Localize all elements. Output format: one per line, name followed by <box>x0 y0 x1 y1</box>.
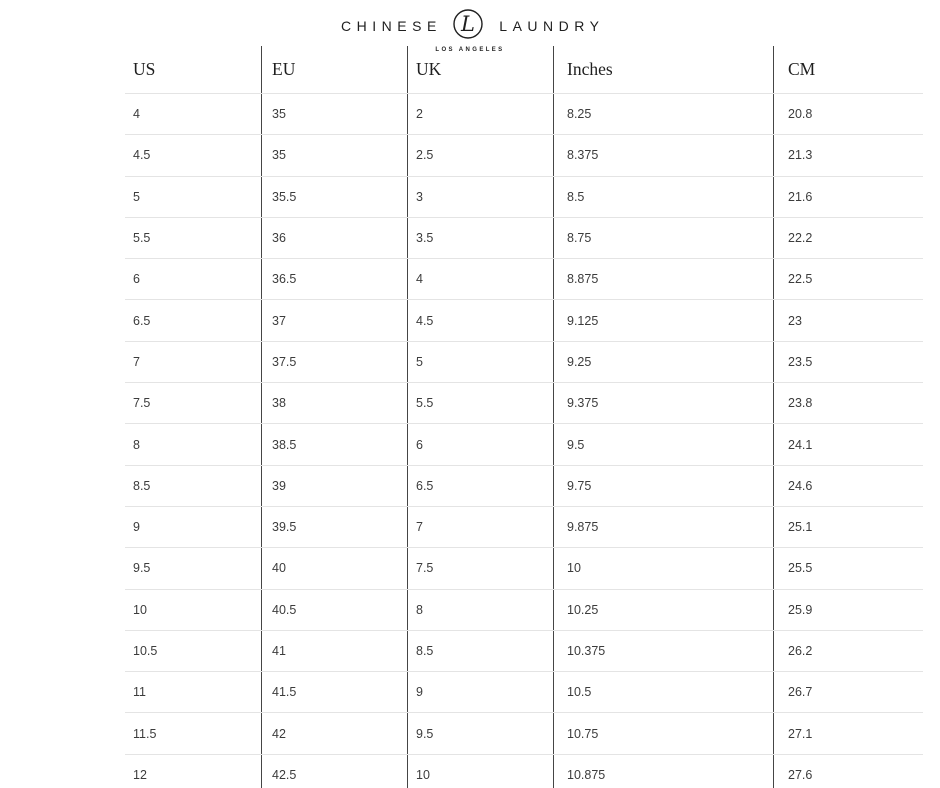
size-chart <box>125 46 866 788</box>
size-cell: 39.5 <box>262 506 408 547</box>
size-cell: 10 <box>554 548 774 589</box>
size-cell: 21.3 <box>774 135 924 176</box>
column-header-inches: Inches <box>554 46 774 94</box>
size-cell: 8.75 <box>554 217 774 258</box>
size-cell: 25.9 <box>774 589 924 630</box>
size-cell: 8.5 <box>125 465 262 506</box>
table-row <box>125 94 923 135</box>
size-cell: 27.1 <box>774 713 924 754</box>
size-cell: 9.875 <box>554 506 774 547</box>
table-row <box>125 630 923 671</box>
brand-monogram-icon <box>450 6 486 46</box>
size-cell: 10.875 <box>554 754 774 788</box>
size-cell: 6 <box>125 259 262 300</box>
size-cell: 10.75 <box>554 713 774 754</box>
size-cell: 5.5 <box>125 217 262 258</box>
size-cell: 21.6 <box>774 176 924 217</box>
size-cell: 4.5 <box>408 300 554 341</box>
size-cell: 7.5 <box>408 548 554 589</box>
size-cell: 7.5 <box>125 383 262 424</box>
size-cell: 41 <box>262 630 408 671</box>
table-head <box>125 46 923 94</box>
size-cell: 9.125 <box>554 300 774 341</box>
size-cell: 24.6 <box>774 465 924 506</box>
size-cell: 23.5 <box>774 341 924 382</box>
size-cell: 24.1 <box>774 424 924 465</box>
size-cell: 9 <box>408 672 554 713</box>
size-cell: 6.5 <box>408 465 554 506</box>
size-cell: 10.5 <box>125 630 262 671</box>
size-cell: 9.5 <box>554 424 774 465</box>
size-cell: 39 <box>262 465 408 506</box>
size-cell: 41.5 <box>262 672 408 713</box>
table-body <box>125 94 923 788</box>
size-cell: 26.2 <box>774 630 924 671</box>
size-cell: 36 <box>262 217 408 258</box>
table-row <box>125 341 923 382</box>
table-row <box>125 713 923 754</box>
brand-logo-row <box>336 6 605 46</box>
size-cell: 9.5 <box>408 713 554 754</box>
size-cell: 25.1 <box>774 506 924 547</box>
size-cell: 4 <box>125 94 262 135</box>
size-cell: 11.5 <box>125 713 262 754</box>
size-cell: 27.6 <box>774 754 924 788</box>
brand-name-right: LAUNDRY <box>499 18 605 34</box>
size-cell: 10.375 <box>554 630 774 671</box>
size-cell: 9.25 <box>554 341 774 382</box>
brand-tagline: LOS ANGELES <box>435 47 505 53</box>
size-cell: 40 <box>262 548 408 589</box>
size-cell: 23.8 <box>774 383 924 424</box>
table-row <box>125 259 923 300</box>
size-cell: 4 <box>408 259 554 300</box>
size-cell: 10.5 <box>554 672 774 713</box>
size-cell: 10 <box>125 589 262 630</box>
size-cell: 4.5 <box>125 135 262 176</box>
size-cell: 8 <box>125 424 262 465</box>
size-cell: 35 <box>262 94 408 135</box>
size-cell: 8 <box>408 589 554 630</box>
size-cell: 9.5 <box>125 548 262 589</box>
column-header-uk: UK <box>408 46 554 94</box>
size-cell: 25.5 <box>774 548 924 589</box>
size-cell: 22.2 <box>774 217 924 258</box>
size-cell: 11 <box>125 672 262 713</box>
size-cell: 8.5 <box>554 176 774 217</box>
size-chart-table <box>125 46 923 788</box>
table-row <box>125 176 923 217</box>
size-cell: 8.5 <box>408 630 554 671</box>
size-cell: 9 <box>125 506 262 547</box>
size-cell: 9.75 <box>554 465 774 506</box>
size-cell: 20.8 <box>774 94 924 135</box>
size-cell: 26.7 <box>774 672 924 713</box>
size-cell: 35 <box>262 135 408 176</box>
size-cell: 22.5 <box>774 259 924 300</box>
size-cell: 7 <box>408 506 554 547</box>
size-cell: 5 <box>125 176 262 217</box>
size-cell: 12 <box>125 754 262 788</box>
table-row <box>125 672 923 713</box>
size-cell: 37.5 <box>262 341 408 382</box>
size-cell: 10.25 <box>554 589 774 630</box>
table-row <box>125 548 923 589</box>
size-cell: 2.5 <box>408 135 554 176</box>
size-cell: 6 <box>408 424 554 465</box>
size-cell: 38 <box>262 383 408 424</box>
size-cell: 3 <box>408 176 554 217</box>
brand-name-left: CHINESE <box>341 18 442 34</box>
table-row <box>125 589 923 630</box>
size-cell: 8.875 <box>554 259 774 300</box>
size-cell: 37 <box>262 300 408 341</box>
size-cell: 5.5 <box>408 383 554 424</box>
size-cell: 40.5 <box>262 589 408 630</box>
size-cell: 8.375 <box>554 135 774 176</box>
size-cell: 6.5 <box>125 300 262 341</box>
size-cell: 35.5 <box>262 176 408 217</box>
size-cell: 5 <box>408 341 554 382</box>
column-header-eu: EU <box>262 46 408 94</box>
monogram-letter: L <box>460 12 475 36</box>
size-cell: 42 <box>262 713 408 754</box>
table-row <box>125 383 923 424</box>
size-cell: 2 <box>408 94 554 135</box>
table-row <box>125 300 923 341</box>
column-header-cm: CM <box>774 46 924 94</box>
size-cell: 23 <box>774 300 924 341</box>
table-row <box>125 135 923 176</box>
table-row <box>125 424 923 465</box>
size-cell: 7 <box>125 341 262 382</box>
table-row <box>125 754 923 788</box>
size-cell: 10 <box>408 754 554 788</box>
size-cell: 42.5 <box>262 754 408 788</box>
size-cell: 8.25 <box>554 94 774 135</box>
table-header-row <box>125 46 923 94</box>
table-row <box>125 217 923 258</box>
column-header-us: US <box>125 46 262 94</box>
size-cell: 36.5 <box>262 259 408 300</box>
size-cell: 38.5 <box>262 424 408 465</box>
table-row <box>125 506 923 547</box>
size-cell: 3.5 <box>408 217 554 258</box>
size-cell: 9.375 <box>554 383 774 424</box>
table-row <box>125 465 923 506</box>
